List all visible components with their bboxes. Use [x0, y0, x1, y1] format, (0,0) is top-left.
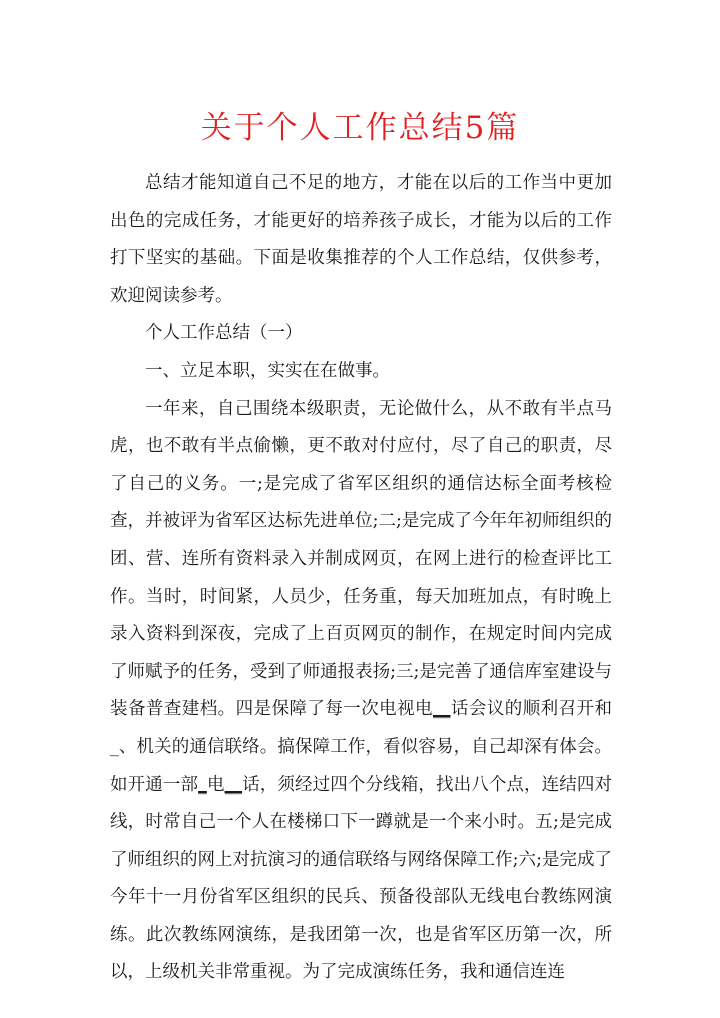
section-heading: 个人工作总结（一） — [145, 323, 303, 344]
body-text-part3: 电 — [206, 774, 225, 795]
subsection-heading: 一、立足本职，实实在在做事。 — [145, 360, 390, 381]
underline-blank: __ — [224, 774, 243, 795]
document-body — [110, 165, 612, 992]
intro-paragraph: 总结才能知道自己不足的地方，才能在以后的工作当中更加出色的完成任务，才能更好的培养孩子成长，才能为以后的工作打下坚实的基础。下面是收集推荐的个人工作总结，仅供参考，欢迎阅读参考。 — [110, 173, 612, 306]
underline-blank: __ — [433, 699, 451, 720]
body-text-part1: 一年来，自己围绕本级职责，无论做什么，从不敢有半点马虎，也不敢有半点偷懒，更不敢对付应付，尽了自己的职责，尽了自己的义务。一;是完成了省军区组织的通信达标全面考核检查，并被评为省军区达标先进单位;二;是完成了今年年初师组织的团、营、连所有资料录入并制成网页，在网上进行的检查评比工作。当时，时间紧，人员少，任务重，每天加班加点，有时晚上录入资料到深夜，完成了上百页网页的制作，在规定时间内完成了师赋予的任务，受到了师通报表扬;三;是完善了通信库室建设与装备普查建档。四是保障了每一次电视电 — [110, 398, 612, 720]
body-text-part2: 话会议的顺利召开和_、机关的通信联络。搞保障工作，看似容易，自己却深有体会。如开通一部 — [110, 699, 612, 795]
underline-blank: _ — [198, 774, 207, 795]
document-title: 关于个人工作总结5篇 — [200, 110, 520, 146]
body-paragraph — [110, 391, 612, 993]
body-text-part4: 话，须经过四个分线箱，找出八个点，连结四对线，时常自己一个人在楼梯口下一蹲就是一个来小时。五;是完成了师组织的网上对抗演习的通信联络与网络保障工作;六;是完成了今年十一月份省军区组织的民兵、预备役部队无线电台教练网演练。此次教练网演练，是我团第一次，也是省军区历第一次，所以，上级机关非常重视。为了完成演练任务，我和通信连连 — [110, 774, 613, 983]
